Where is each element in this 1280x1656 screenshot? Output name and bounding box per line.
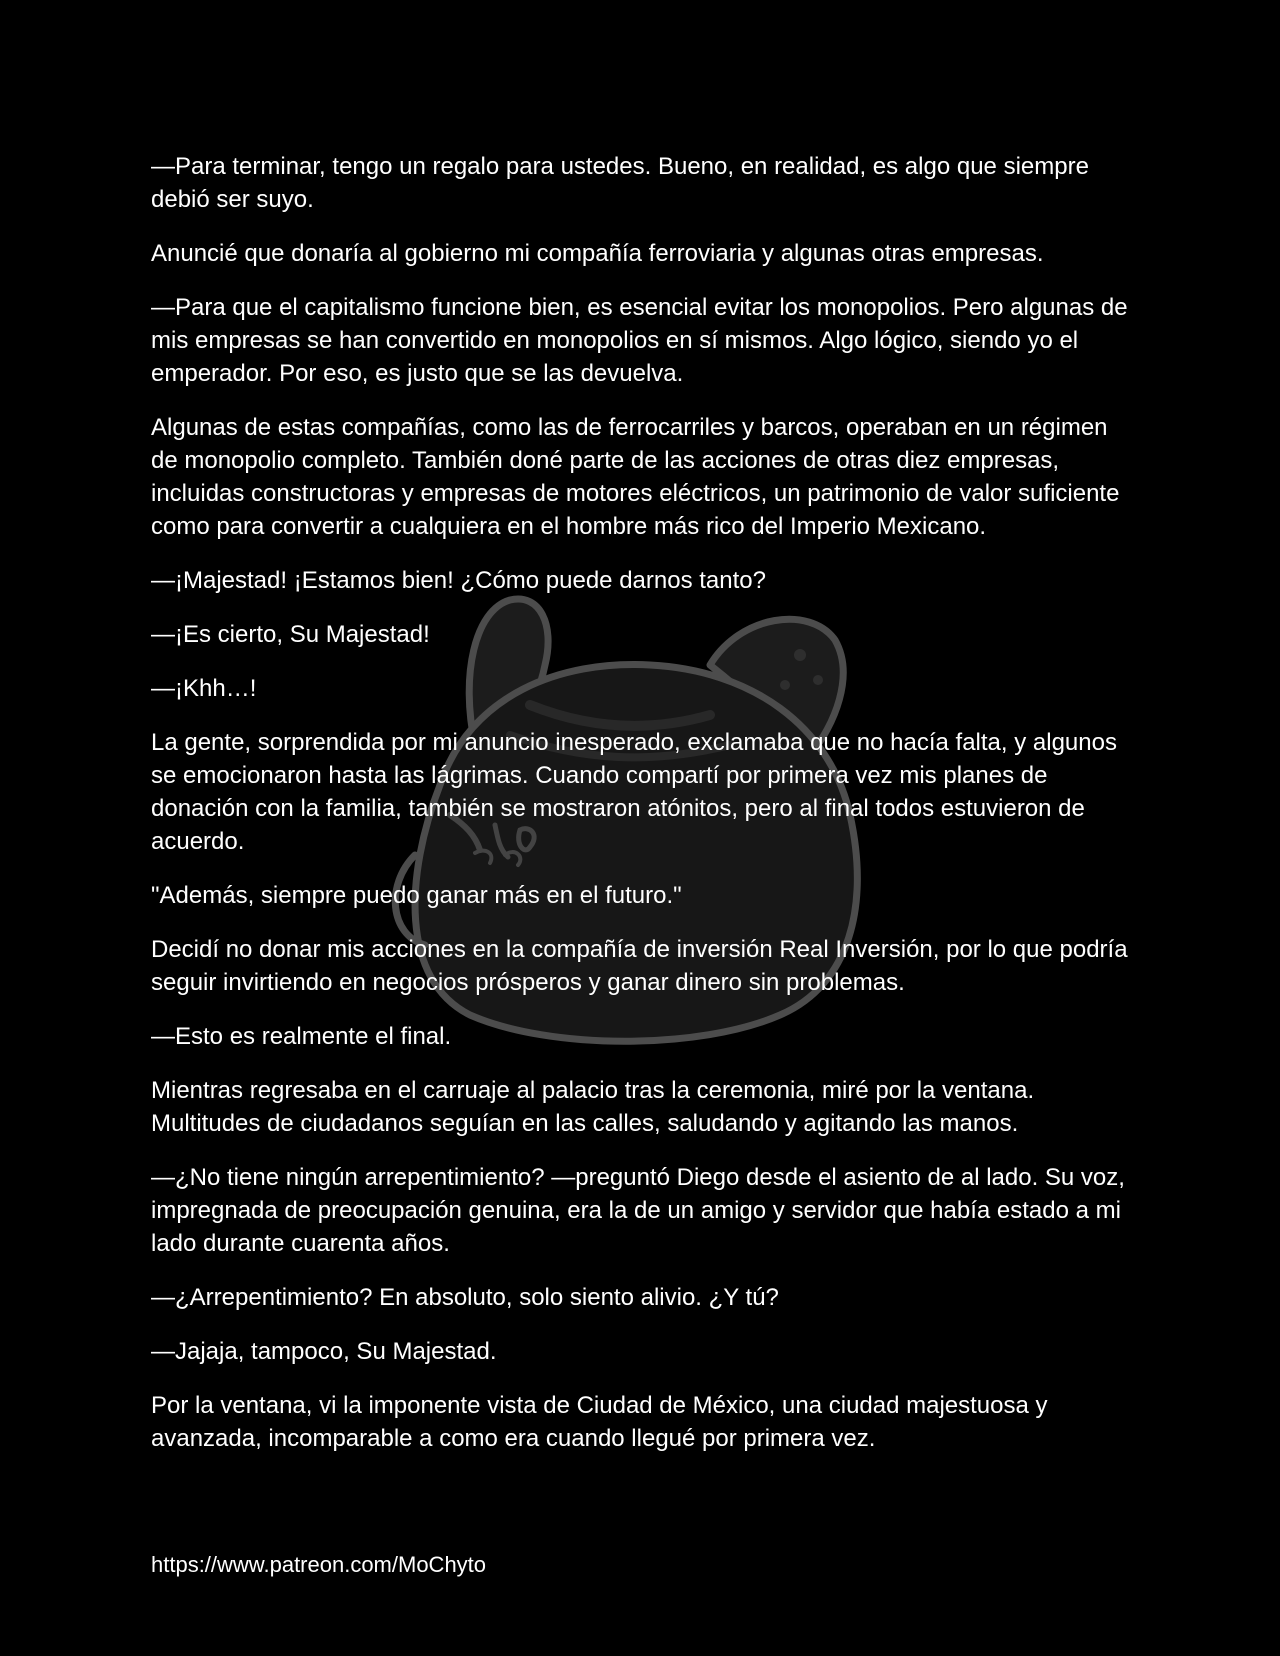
paragraph: —¡Majestad! ¡Estamos bien! ¿Cómo puede darnos tanto? <box>151 567 766 594</box>
paragraph: "Además, siempre puedo ganar más en el futuro." <box>151 882 682 909</box>
paragraph: La gente, sorprendida por mi anuncio inesperado, exclamaba que no hacía falta, y algunos se emocionaron hasta las lágrimas. Cuando compartí por primera vez mis planes de donación con la familia, también se mostraron atónitos, pero al final todos estuvieron de acuerdo. <box>151 729 1117 855</box>
paragraph: —¡Es cierto, Su Majestad! <box>151 621 430 648</box>
paragraph: —¿Arrepentimiento? En absoluto, solo siento alivio. ¿Y tú? <box>151 1284 779 1311</box>
paragraph: —¿No tiene ningún arrepentimiento? —preguntó Diego desde el asiento de al lado. Su voz, impregnada de preocupación genuina, era la de un amigo y servidor que había estado a mi lado durante cuarenta años. <box>151 1164 1125 1257</box>
paragraph: —Esto es realmente el final. <box>151 1023 452 1050</box>
patreon-link[interactable]: https://www.patreon.com/MoChyto <box>151 1552 487 1577</box>
paragraph: Mientras regresaba en el carruaje al palacio tras la ceremonia, miré por la ventana. Multitudes de ciudadanos seguían en las calles, saludando y agitando las manos. <box>151 1077 1035 1137</box>
paragraph: Decidí no donar mis acciones en la compañía de inversión Real Inversión, por lo que podría seguir invirtiendo en negocios prósperos y ganar dinero sin problemas. <box>151 936 1128 996</box>
paragraph: —Jajaja, tampoco, Su Majestad. <box>151 1338 497 1365</box>
document-body <box>151 150 1131 1476</box>
paragraph: —¡Khh…! <box>151 675 257 702</box>
paragraph: Algunas de estas compañías, como las de ferrocarriles y barcos, operaban en un régimen de monopolio completo. También doné parte de las acciones de otras diez empresas, incluidas constructoras y empresas de motores eléctricos, un patrimonio de valor suficiente como para convertir a cualquiera en el hombre más rico del Imperio Mexicano. <box>151 414 1120 540</box>
paragraph: Anuncié que donaría al gobierno mi compañía ferroviaria y algunas otras empresas. <box>151 240 1044 267</box>
paragraph: —Para que el capitalismo funcione bien, es esencial evitar los monopolios. Pero algunas de mis empresas se han convertido en monopolios en sí mismos. Algo lógico, siendo yo el emperador. Por eso, es justo que se las devuelva. <box>151 294 1128 387</box>
paragraph: Por la ventana, vi la imponente vista de Ciudad de México, una ciudad majestuosa y avanzada, incomparable a como era cuando llegué por primera vez. <box>151 1392 1048 1452</box>
paragraph: —Para terminar, tengo un regalo para ustedes. Bueno, en realidad, es algo que siempre debió ser suyo. <box>151 153 1089 213</box>
